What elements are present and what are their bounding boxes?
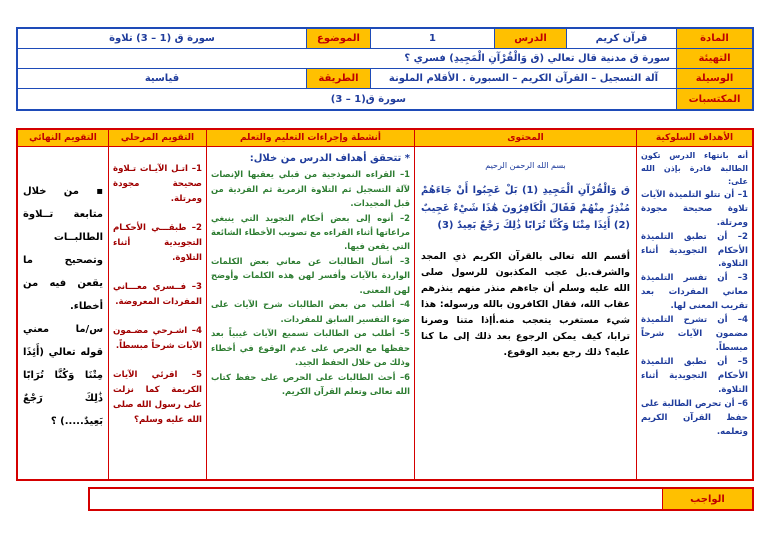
means-value: آلة التسجيل – القرآن الكريم – السبورة . الأقلام الملونة: [370, 69, 676, 88]
activities-intro: * تتحقق أهداف الدرس من خلال:: [249, 153, 410, 164]
final-eval-body: [18, 147, 108, 436]
activity-item-3: 3– أسأل الطالبات عن معاني بعض الكلمات الواردة بالآيات وأفسر لهن هذه الكلمات وأوضح لهن المعنى.: [211, 255, 410, 295]
lesson-main-table: [16, 128, 754, 481]
objectives-column: [636, 130, 752, 479]
stage-eval-item-1: 1– اتـل الآيـات تـلاوة صحيحة مجودة ومرتلة.: [113, 164, 202, 205]
objective-item-3: 3– أن تفسر التلميذة معاني المفردات بعد تقريب المعنى لها.: [641, 273, 748, 312]
final-eval-question: س/ما معني قوله تعالي (أَئِذَا مِتْنَا وَكُنَّا تُرَابًا ذَٰلِكَ رَجْعٌ بَعِيدٌ.....) ؟: [23, 324, 103, 427]
activity-item-6: 6– أحث الطالبات على الحرص على حفظ كتاب الله تعالى وتعلم القرآن الكريم.: [211, 371, 410, 396]
objectives-intro: أنه بانتهاء الدرس تكون الطالبة قادرة بإذن الله على:: [641, 151, 748, 186]
homework-label: الواجب: [662, 489, 752, 509]
objective-item-4: 4– أن تشرح التلميذة مضمون الآيات شرحاً مبسطاً.: [641, 315, 748, 353]
header-row-subject: [18, 29, 752, 49]
final-eval-column: [18, 130, 108, 479]
homework-value: [90, 489, 662, 509]
method-value: قياسية: [144, 73, 180, 84]
stage-eval-item-4: 4– اشـرحي مضـمون الآيات شرحاً مبسطاً.: [113, 326, 202, 352]
final-eval-header: التقويم النهائي: [18, 130, 108, 147]
objective-item-5: 5– أن تطبق التلميذة الأحكام التجويدية أثناء التلاوة.: [641, 356, 748, 395]
intro-label: التهيئة: [676, 49, 752, 68]
header-row-gains: [18, 89, 752, 109]
lesson-number: 1: [370, 29, 494, 48]
objectives-body: [637, 147, 752, 442]
objective-item-6: 6– أن تحرص الطالبة على حفظ القرآن الكريم وتعلمه.: [641, 398, 748, 437]
stage-eval-item-5: 5– اقرئي الآيات الكريمة كما نزلت على رسول الله صلى الله عليه وسلم؟: [113, 370, 202, 426]
basmala: بسم الله الرحمن الرحيم: [485, 161, 566, 170]
activity-item-5: 5– أطلب من الطالبات تسميع الآيات غيبياً بعد حفظها مع الحرص على عدم الوقوع في أخطاء وذلك من خلال الحفظ الجيد.: [211, 328, 410, 368]
activity-item-4: 4– أطلب من بعض الطالبات شرح الآيات على ضوء التفسير السابق للمفردات.: [211, 299, 410, 324]
stage-eval-column: [108, 130, 206, 479]
activity-item-2: 2– أنوه إلى بعض أحكام التجويد التي ينبغي مراعاتها أثناء القراءه مع تصويب الأخطاء الشائعة التي يقعن فيها.: [211, 212, 410, 252]
content-column: [414, 130, 636, 479]
gains-value: سورة ق(1 – 3): [330, 93, 406, 105]
lesson-label: الدرس: [494, 29, 566, 48]
content-body: [415, 147, 636, 364]
quran-verses: ق وَالْقُرْآنِ الْمَجِيدِ (1) بَلْ عَجِبُوا أَنْ جَاءَهُمْ مُنْذِرٌ مِنْهُمْ فَقَالَ الْكَافِرُونَ هَٰذَا شَيْءٌ عَجِيبٌ (2) أَئِذَا مِتْنَا وَكُنَّا تُرَابًا ذَٰلِكَ رَجْعٌ بَعِيدٌ (3): [421, 185, 631, 232]
activities-column: [206, 130, 414, 479]
objectives-header: الأهداف السلوكية: [637, 130, 752, 147]
intro-value: سورة ق مدنية قال تعالي (ق وَالْقُرْآنِ الْمَجِيدِ) فسري ؟: [404, 53, 670, 64]
gains-label: المكتسبات: [676, 89, 752, 109]
activity-item-1: 1– القراءه النموذجية من قبلي يعقبها الإنصات لآلة التسجيل ثم التلاوة الزمرية ثم الفردية من قبل المجيدات.: [211, 169, 410, 209]
homework-row: [88, 487, 754, 511]
tafsir-text: أقسم الله تعالى بالقرآن الكريم ذي المجد والشرف.بل عجب المكذبون للرسول صلى الله عليه وسلم أن جاءهم منذر منهم ينذرهم عقاب الله، فقال الكافرون بالله ورسوله: هذا شيء مستغرب يتعجب منه.أإذا متنا وصرنا ترابا، كيف يمكن الرجوع بعد ذلك إلى ما كنا عليه؟ ذلك رجع بعيد الوقوع.: [421, 250, 630, 358]
activities-body: [207, 147, 414, 401]
means-label: الوسيلة: [676, 69, 752, 88]
content-header: المحتوى: [415, 130, 636, 147]
stage-eval-header: التقويم المرحلي: [109, 130, 206, 147]
topic-value: سورة ق (1 – 3) تلاوة: [109, 33, 215, 44]
header-row-means: [18, 69, 752, 89]
header-row-intro: [18, 49, 752, 69]
subject-value: قرآن كريم: [566, 29, 676, 48]
stage-eval-body: [109, 147, 206, 431]
objective-item-2: 2– أن تطبق التلميذة الأحكام التجويدية أثناء التلاوة.: [641, 231, 748, 270]
final-eval-text-1: ▪ من خلال متابعة تــلاوة الطالبــات وتصحيح ما يقعن فيه من أخطاء.: [23, 186, 103, 312]
stage-eval-item-3: 3– فــسري معـــاني المفردات المعروضة.: [113, 282, 202, 308]
topic-label: الموضوع: [306, 29, 370, 48]
lesson-header-table: [16, 27, 754, 111]
subject-label: المادة: [676, 29, 752, 48]
objective-item-1: 1– أن تتلو التلميذة الآيات تلاوة صحيحة مجودة ومرتلة.: [641, 189, 748, 228]
activities-header: أنشطة وإجراءات التعليم والتعلم: [207, 130, 414, 147]
method-label: الطريقة: [306, 69, 370, 88]
stage-eval-item-2: 2– طبقـــي الأحكـام التجويدية أثناء التلاوة.: [113, 223, 202, 264]
